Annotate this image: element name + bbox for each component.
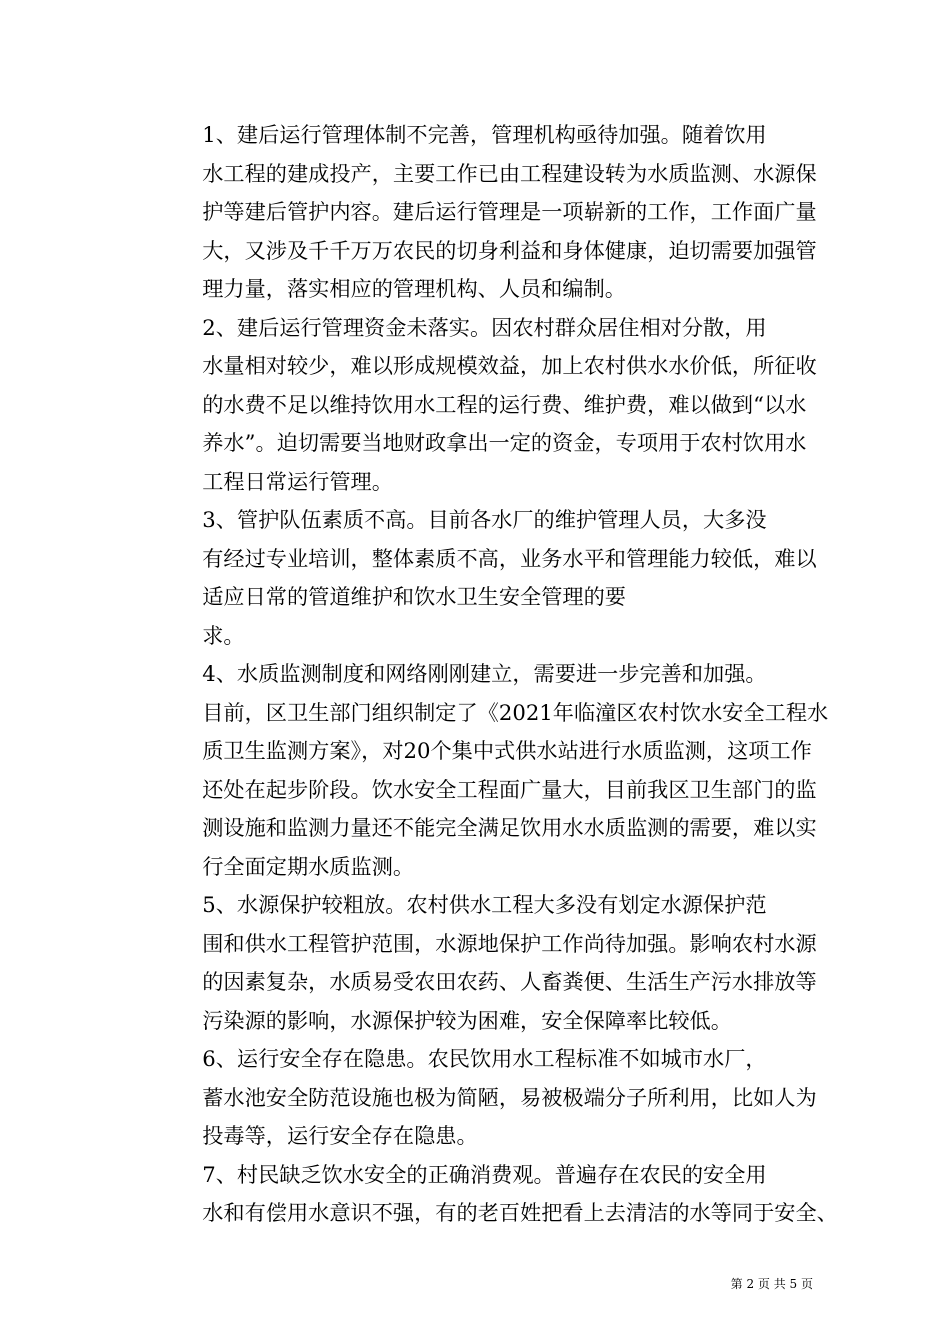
text-line: 有经过专业培训，整体素质不高，业务水平和管理能力较低，难以	[202, 545, 817, 571]
text-line: 行全面定期水质监测。	[202, 853, 415, 879]
text-line: 工程日常运行管理。	[202, 468, 393, 494]
text-line: 2、建后运行管理资金未落实。因农村群众居住相对分散，用	[202, 314, 767, 340]
text-line: 护等建后管护内容。建后运行管理是一项崭新的工作，工作面广量	[202, 199, 817, 224]
paragraph-3-continuation	[145, 617, 813, 656]
text-line: 的水费不足以维持饮用水工程的运行费、维护费，难以做到“以水	[202, 391, 807, 417]
text-line: 1、建后运行管理体制不完善，管理机构亟待加强。随着饮用	[202, 122, 767, 147]
text-line: 养水”。迫切需要当地财政拿出一定的资金，专项用于农村饮用水	[202, 430, 807, 455]
paragraph-1	[145, 116, 817, 309]
text-line: 污染源的影响，水源保护较为困难，安全保障率比较低。	[202, 1007, 732, 1033]
text-line: 测设施和监测力量还不能完全满足饮用水水质监测的需要，难以实	[202, 815, 817, 840]
text-line: 3、管护队伍素质不高。目前各水厂的维护管理人员，大多没	[202, 507, 767, 532]
paragraph-5	[145, 886, 817, 1040]
paragraph-7	[145, 1156, 838, 1233]
paragraph-4	[145, 655, 829, 886]
text-line: 水工程的建成投产，主要工作已由工程建设转为水质监测、水源保	[202, 160, 817, 186]
text-line: 还处在起步阶段。饮水安全工程面广量大，目前我区卫生部门的监	[202, 776, 817, 802]
document-body	[145, 116, 838, 1233]
page-number-footer: 第 2 页 共 5 页	[730, 1277, 813, 1291]
text-line: 的因素复杂，水质易受农田农药、人畜粪便、生活生产污水排放等	[202, 969, 817, 994]
text-line: 质卫生监测方案》，对20个集中式供水站进行水质监测，这项工作	[202, 738, 812, 763]
text-line: 7、村民缺乏饮水安全的正确消费观。普遍存在农民的安全用	[202, 1161, 767, 1187]
text-line: 适应日常的管道维护和饮水卫生安全管理的要	[202, 584, 626, 609]
text-line: 投毒等，运行安全存在隐患。	[202, 1123, 478, 1148]
text-line: 求。	[202, 622, 245, 648]
text-line: 5、水源保护较粗放。农村供水工程大多没有划定水源保护范	[202, 892, 767, 917]
text-line: 蓄水池安全防范设施也极为简陋，易被极端分子所利用，比如人为	[202, 1084, 817, 1110]
text-line: 6、运行安全存在隐患。农民饮用水工程标准不如城市水厂，	[202, 1046, 767, 1071]
text-line: 围和供水工程管护范围，水源地保护工作尚待加强。影响农村水源	[202, 930, 817, 956]
text-line: 目前，区卫生部门组织制定了《2021年临潼区农村饮水安全工程水	[202, 699, 829, 725]
paragraph-3	[145, 501, 817, 617]
paragraph-6	[145, 1040, 817, 1156]
text-line: 水和有偿用水意识不强，有的老百姓把看上去清洁的水等同于安全、	[202, 1200, 838, 1225]
text-line: 水量相对较少，难以形成规模效益，加上农村供水水价低，所征收	[202, 353, 817, 378]
text-line: 大，又涉及千千万万农民的切身利益和身体健康，迫切需要加强管	[202, 237, 817, 263]
paragraph-2	[145, 309, 817, 502]
text-line: 4、水质监测制度和网络刚刚建立，需要进一步完善和加强。	[202, 661, 767, 686]
text-line: 理力量，落实相应的管理机构、人员和编制。	[202, 276, 626, 301]
